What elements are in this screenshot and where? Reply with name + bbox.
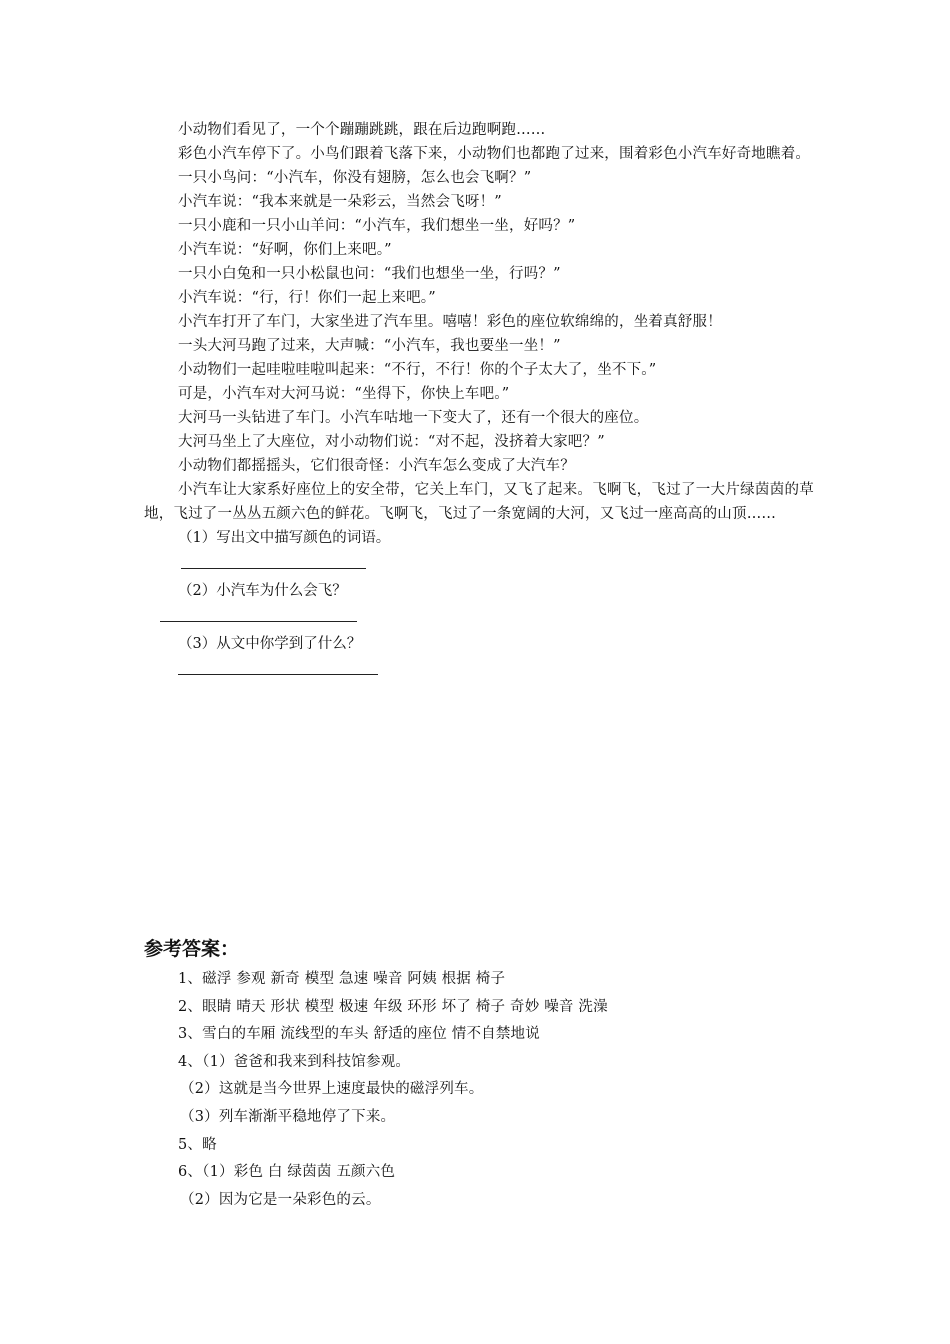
story-paragraph: 一头大河马跑了过来，大声喊：“小汽车，我也要坐一坐！” — [178, 338, 561, 354]
answer-item: （2）因为它是一朵彩色的云。 — [180, 1191, 381, 1208]
story-paragraph: 小动物们都摇摇头，它们很奇怪：小汽车怎么变成了大汽车？ — [178, 458, 575, 474]
story-paragraph: 小汽车说：“行，行！你们一起上来吧。” — [178, 290, 436, 306]
question-3: （3）从文中你学到了什么？ — [178, 636, 362, 652]
answer-item: 2、眼睛 晴天 形状 模型 极速 年级 环形 坏了 椅子 奇妙 噪音 洗澡 — [178, 998, 608, 1015]
answer-line-3[interactable] — [178, 674, 378, 675]
story-paragraph: 小汽车打开了车门，大家坐进了汽车里。嘻嘻！彩色的座位软绵绵的，坐着真舒服！ — [178, 314, 722, 330]
story-section — [144, 118, 814, 685]
answer-line-1[interactable] — [181, 568, 366, 569]
story-paragraph: 大河马一头钻进了车门。小汽车咕地一下变大了，还有一个很大的座位。 — [178, 410, 649, 426]
answer-item: 1、磁浮 参观 新奇 模型 急速 噪音 阿姨 根据 椅子 — [178, 971, 506, 987]
story-paragraph: 可是，小汽车对大河马说：“坐得下，你快上车吧。” — [178, 386, 510, 402]
story-paragraph: 小汽车让大家系好座位上的安全带，它关上车门，又飞了起来。飞啊飞，飞过了一大片绿茵茵的草地，飞过了一丛丛五颜六色的鲜花。飞啊飞，飞过了一条宽阔的大河，又飞过一座高高的山顶…… — [144, 482, 814, 522]
answer-item: 3、雪白的车厢 流线型的车头 舒适的座位 情不自禁地说 — [178, 1026, 540, 1043]
answers-title: 参考答案： — [144, 938, 240, 960]
story-paragraph: 小动物们看见了，一个个蹦蹦跳跳，跟在后边跑啊跑…… — [178, 122, 546, 138]
story-paragraph: 一只小鹿和一只小山羊问：“小汽车，我们想坐一坐，好吗？” — [178, 218, 576, 234]
answer-item: 5、略 — [178, 1136, 217, 1153]
question-2: （2）小汽车为什么会飞？ — [178, 583, 347, 599]
answer-item: 4、（1）爸爸和我来到科技馆参观。 — [178, 1053, 411, 1070]
story-paragraph: 小汽车说：“好啊，你们上来吧。” — [178, 242, 392, 258]
story-paragraph: 彩色小汽车停下了。小鸟们跟着飞落下来，小动物们也都跑了过来，围着彩色小汽车好奇地瞧着。 — [178, 146, 811, 162]
story-paragraph: 一只小鸟问：“小汽车，你没有翅膀，怎么也会飞啊？” — [178, 170, 532, 186]
story-paragraph: 一只小白兔和一只小松鼠也问：“我们也想坐一坐，行吗？” — [178, 266, 561, 282]
story-paragraph: 大河马坐上了大座位，对小动物们说：“对不起，没挤着大家吧？” — [178, 434, 605, 450]
question-1: （1）写出文中描写颜色的词语。 — [178, 530, 391, 546]
story-paragraph: 小汽车说：“我本来就是一朵彩云，当然会飞呀！” — [178, 194, 502, 210]
answer-line-2[interactable] — [160, 621, 357, 622]
answer-item: （2）这就是当今世界上速度最快的磁浮列车。 — [180, 1081, 484, 1098]
answer-item: （3）列车渐渐平稳地停了下来。 — [180, 1108, 396, 1125]
answers-section — [144, 966, 814, 1214]
answer-item: 6、（1）彩色 白 绿茵茵 五颜六色 — [178, 1164, 396, 1181]
story-paragraph: 小动物们一起哇啦哇啦叫起来：“不行，不行！你的个子太大了，坐不下。” — [178, 362, 657, 378]
